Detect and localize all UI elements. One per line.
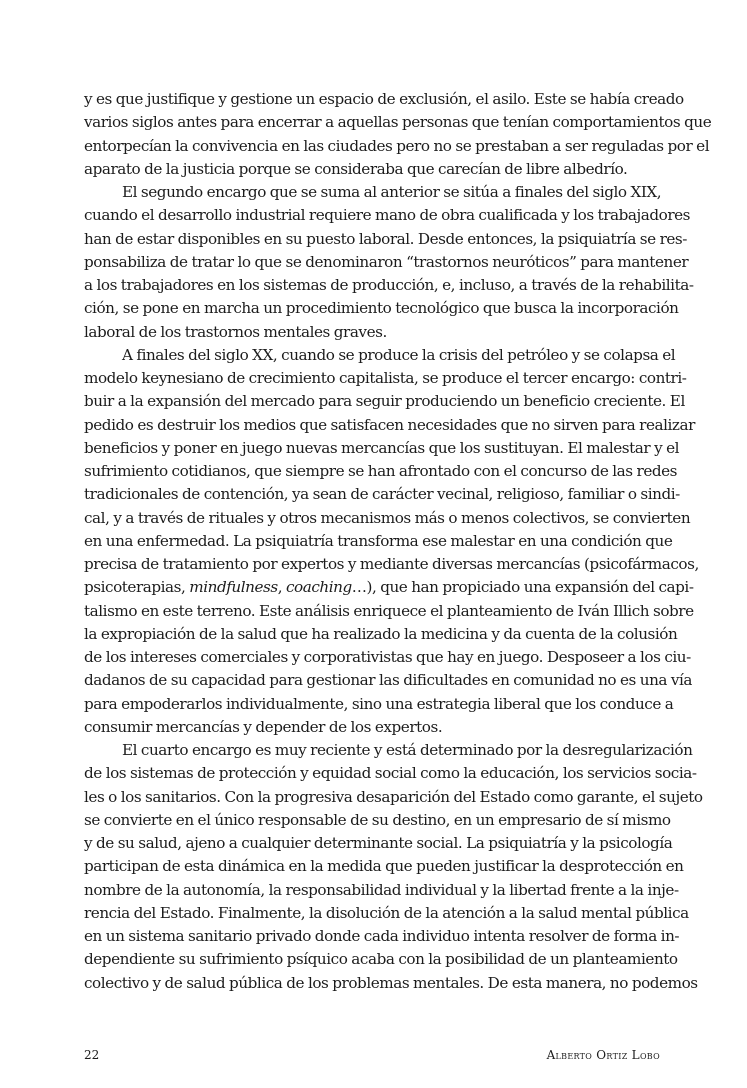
- text-line: de los sistemas de protección y equidad social como la educación, los servicios socia-: [84, 764, 697, 783]
- text-line: talismo en este terreno. Este análisis enriquece el planteamiento de Iván Illich sobre: [84, 601, 694, 620]
- text-line: de los intereses comerciales y corporativistas que hay en juego. Desposeer a los ciu-: [84, 648, 691, 666]
- text-line: en una enfermedad. La psiquiatría transforma ese malestar en una condición que: [84, 531, 673, 550]
- text-line: consumir mercancías y depender de los expertos.: [84, 717, 443, 736]
- text-line: El segundo encargo que se suma al anterior se sitúa a finales del siglo XIX,: [122, 183, 662, 201]
- page-body: [84, 88, 712, 995]
- text-line: ción, se pone en marcha un procedimiento tecnológico que busca la incorporación: [84, 299, 679, 318]
- text-line: y es que justifique y gestione un espacio de exclusión, el asilo. Este se había creado: [84, 90, 684, 108]
- text-line: cuando el desarrollo industrial requiere mano de obra cualificada y los trabajadores: [84, 206, 691, 225]
- text-line: A finales del siglo XX, cuando se produce la crisis del petróleo y se colapsa el: [122, 345, 676, 364]
- text-line: colectivo y de salud pública de los problemas mentales. De esta manera, no podemos: [84, 973, 698, 992]
- text-line: laboral de los trastornos mentales graves.: [84, 322, 387, 341]
- paragraph-1: [84, 88, 712, 181]
- text-line: nombre de la autonomía, la responsabilidad individual y la libertad frente a la inje-: [84, 880, 679, 899]
- text-line: rencia del Estado. Finalmente, la disolución de la atención a la salud mental pública: [84, 903, 689, 922]
- italic-term: mindfulness: [189, 578, 278, 597]
- running-footer-author: Alberto Ortiz Lobo: [546, 1048, 660, 1062]
- text-segment: …), que han propiciado una expansión del capi-: [351, 578, 694, 597]
- text-line: beneficios y poner en juego nuevas mercancías que los sustituyan. El malestar y el: [84, 438, 680, 457]
- paragraph-4: [84, 739, 703, 995]
- text-line: dadanos de su capacidad para gestionar las dificultades en comunidad no es una vía: [84, 671, 693, 690]
- paragraph-3: [84, 344, 699, 739]
- text-line: han de estar disponibles en su puesto laboral. Desde entonces, la psiquiatría se res-: [84, 229, 687, 248]
- text-line: varios siglos antes para encerrar a aquellas personas que tenían comportamientos que: [84, 113, 712, 132]
- text-line: a los trabajadores en los sistemas de producción, e, incluso, a través de la rehabilita-: [84, 276, 694, 294]
- text-line: para empoderarlos individualmente, sino una estrategia liberal que los conduce a: [84, 694, 674, 713]
- text-line: les o los sanitarios. Con la progresiva desaparición del Estado como garante, el sujeto: [84, 787, 703, 806]
- italic-term: coaching: [285, 578, 352, 597]
- text-line: se convierte en el único responsable de su destino, en un empresario de sí mismo: [84, 810, 671, 829]
- text-line: [84, 576, 694, 599]
- text-line: dependiente su sufrimiento psíquico acaba con la posibilidad de un planteamiento: [84, 950, 678, 969]
- text-line: pedido es destruir los medios que satisfacen necesidades que no sirven para realizar: [84, 415, 695, 434]
- text-segment: psicoterapias,: [84, 578, 190, 597]
- text-line: la expropiación de la salud que ha realizado la medicina y da cuenta de la colusión: [84, 624, 678, 643]
- text-segment: ,: [277, 578, 286, 597]
- text-line: El cuarto encargo es muy reciente y está determinado por la desregularización: [122, 741, 693, 759]
- text-line: ponsabiliza de tratar lo que se denominaron “trastornos neuróticos” para mantener: [84, 252, 689, 271]
- text-line: tradicionales de contención, ya sean de carácter vecinal, religioso, familiar o sindi-: [84, 485, 680, 504]
- text-line: y de su salud, ajeno a cualquier determinante social. La psiquiatría y la psicología: [84, 834, 673, 852]
- text-line: en un sistema sanitario privado donde cada individuo intenta resolver de forma in-: [84, 927, 680, 945]
- text-line: aparato de la justicia porque se consideraba que carecían de libre albedrío.: [84, 159, 628, 178]
- page-footer: [84, 1048, 660, 1068]
- text-line: modelo keynesiano de crecimiento capitalista, se produce el tercer encargo: contri-: [84, 369, 687, 387]
- text-line: participan de esta dinámica en la medida que pueden justificar la desprotección en: [84, 857, 684, 876]
- text-line: precisa de tratamiento por expertos y mediante diversas mercancías (psicofármacos,: [84, 555, 699, 573]
- text-line: entorpecían la convivencia en las ciudades pero no se prestaban a ser reguladas por el: [84, 136, 710, 155]
- text-line: cal, y a través de rituales y otros mecanismos más o menos colectivos, se convierten: [84, 508, 691, 527]
- text-line: sufrimiento cotidianos, que siempre se han afrontado con el concurso de las redes: [84, 462, 678, 480]
- paragraph-2: [84, 181, 694, 344]
- page-number: 22: [84, 1048, 100, 1062]
- text-line: buir a la expansión del mercado para seguir produciendo un beneficio creciente. El: [84, 392, 685, 411]
